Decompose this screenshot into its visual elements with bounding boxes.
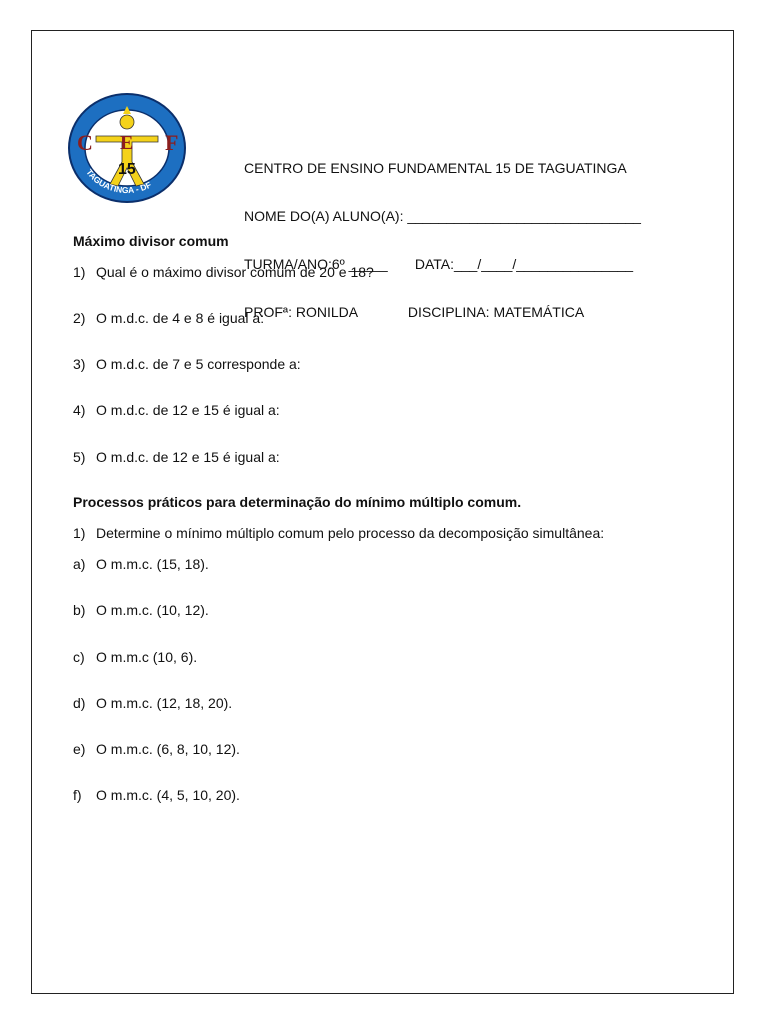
- exercise-item: d) O m.m.c. (12, 18, 20).: [73, 695, 233, 711]
- question-item: 2) O m.d.c. de 4 e 8 é igual a:: [73, 310, 265, 326]
- question-item: 3) O m.d.c. de 7 e 5 corresponde a:: [73, 356, 301, 372]
- exercise-item: e) O m.m.c. (6, 8, 10, 12).: [73, 741, 240, 757]
- header-student-name: NOME DO(A) ALUNO(A): ______________________________: [244, 208, 641, 224]
- instruction-item: 1) Determine o mínimo múltiplo comum pelo processo da decomposição simultânea:: [73, 525, 605, 541]
- logo-number: 15: [118, 161, 136, 178]
- question-item: 5) O m.d.c. de 12 e 15 é igual a:: [73, 449, 280, 465]
- logo-letter-e: E: [120, 132, 134, 154]
- header-teacher-subject: PROFª: RONILDA DISCIPLINA: MATEMÁTICA: [244, 304, 585, 320]
- header: [244, 128, 641, 336]
- section-title-mmc: Processos práticos para determinação do mínimo múltiplo comum.: [73, 494, 522, 510]
- section-title-mdc: Máximo divisor comum: [73, 233, 229, 249]
- exercise-item: a) O m.m.c. (15, 18).: [73, 556, 209, 572]
- question-item: 4) O m.d.c. de 12 e 15 é igual a:: [73, 402, 280, 418]
- exercise-item: c) O m.m.c (10, 6).: [73, 649, 198, 665]
- logo-letter-f: F: [165, 130, 179, 155]
- school-logo: [66, 92, 188, 204]
- exercise-item: f) O m.m.c. (4, 5, 10, 20).: [73, 787, 240, 803]
- question-item: 1) Qual é o máximo divisor comum de 20 e 18?: [73, 264, 374, 280]
- exercise-item: b) O m.m.c. (10, 12).: [73, 602, 209, 618]
- header-school: CENTRO DE ENSINO FUNDAMENTAL 15 DE TAGUATINGA: [244, 160, 627, 176]
- header-class-date: TURMA/ANO:6º _____ DATA:___/____/_______________: [244, 256, 634, 272]
- logo-letter-c: C: [77, 130, 93, 155]
- logo-ring-text: TAGUATINGA - DF: [84, 167, 153, 196]
